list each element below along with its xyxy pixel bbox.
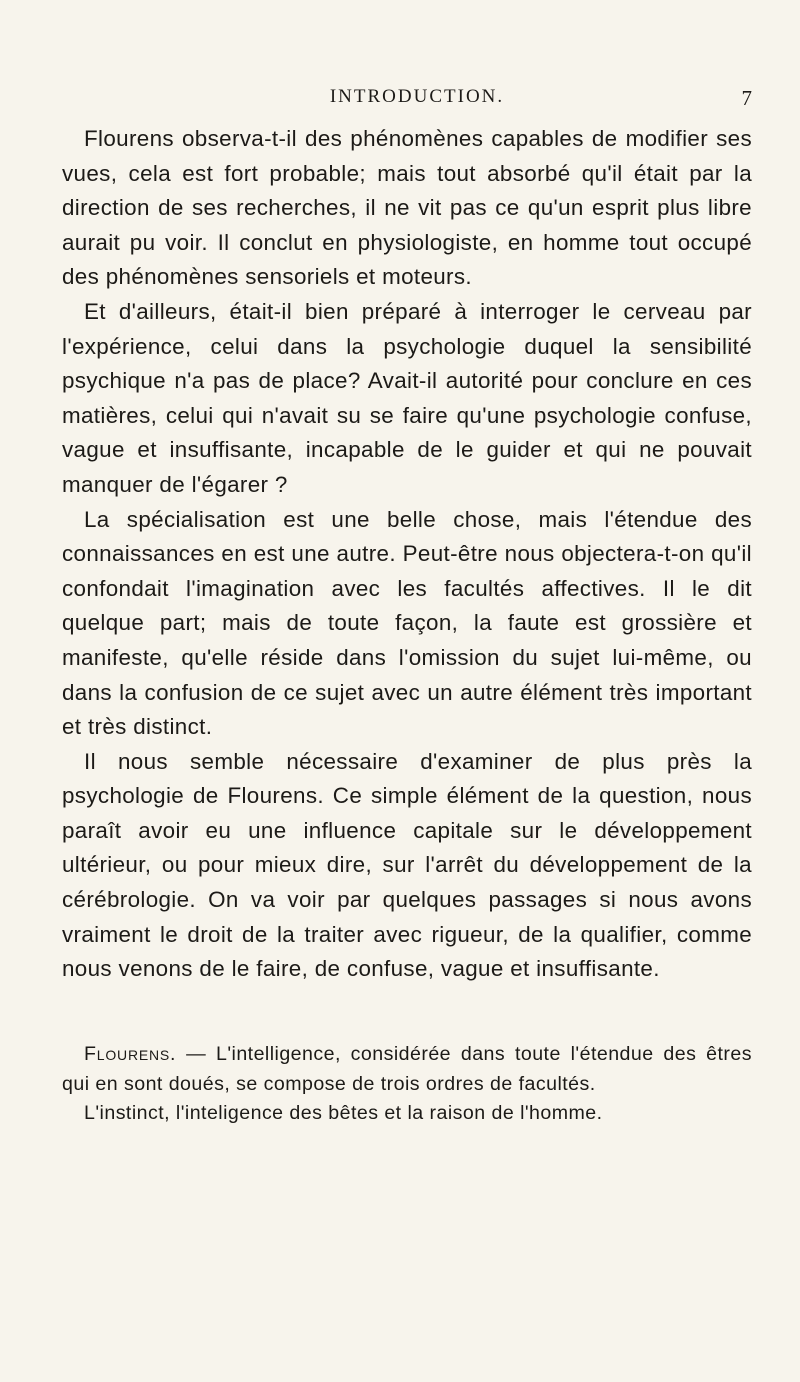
quote-author: Flourens. bbox=[84, 1043, 177, 1065]
paragraph-1: Flourens observa-t-il des phénomènes capables de modifier ses vues, cela est fort probable; mais tout absorbé qu'il était par la direction de ses recherches, il ne vit pas ce qu'un esprit plus libre aurait pu voir. Il conclut en physiologiste, en homme tout occupé des phénomènes sensoriels et moteurs. bbox=[62, 126, 752, 290]
running-title: INTRODUCTION. bbox=[329, 86, 505, 107]
quote-paragraph-1 bbox=[62, 1040, 752, 1099]
quote-paragraph-2: L'instinct, l'inteligence des bêtes et la raison de l'homme. bbox=[84, 1102, 603, 1124]
running-head bbox=[62, 86, 752, 112]
quote-paragraph-1-text: — L'intelligence, considérée dans toute l'étendue des êtres qui en sont doués, se compose de trois ordres de facultés. bbox=[62, 1043, 752, 1095]
paragraph-2: Et d'ailleurs, était-il bien préparé à interroger le cerveau par l'expérience, celui dans la psychologie duquel la sensibilité psychique n'a pas de place? Avait-il autorité pour conclure en ces matières, celui qui n'avait su se faire qu'une psychologie confuse, vague et insuffisante, incapable de le guider et qui ne pouvait manquer de l'égarer ? bbox=[62, 298, 752, 497]
page-number: 7 bbox=[741, 86, 752, 110]
paragraph-3: La spécialisation est une belle chose, mais l'étendue des connaissances en est une autre. Peut-être nous objectera-t-on qu'il confondait l'imagination avec les facultés affectives. Il le dit quelque part; mais de toute façon, la faute est grossière et manifeste, qu'elle réside dans l'omission du sujet lui-même, ou dans la confusion de ce sujet avec un autre élément très important et très distinct. bbox=[62, 506, 752, 740]
paragraph-4: Il nous semble nécessaire d'examiner de plus près la psychologie de Flourens. Ce simple élément de la question, nous paraît avoir eu une influence capitale sur le développement ultérieur, ou pour mieux dire, sur l'arrêt du développement de la cérébrologie. On va voir par quelques passages si nous avons vraiment le droit de la traiter avec rigueur, de la qualifier, comme nous venons de le faire, de confuse, vague et insuffisante. bbox=[62, 748, 752, 982]
body-text bbox=[62, 122, 752, 987]
quoted-passage bbox=[62, 1040, 752, 1129]
